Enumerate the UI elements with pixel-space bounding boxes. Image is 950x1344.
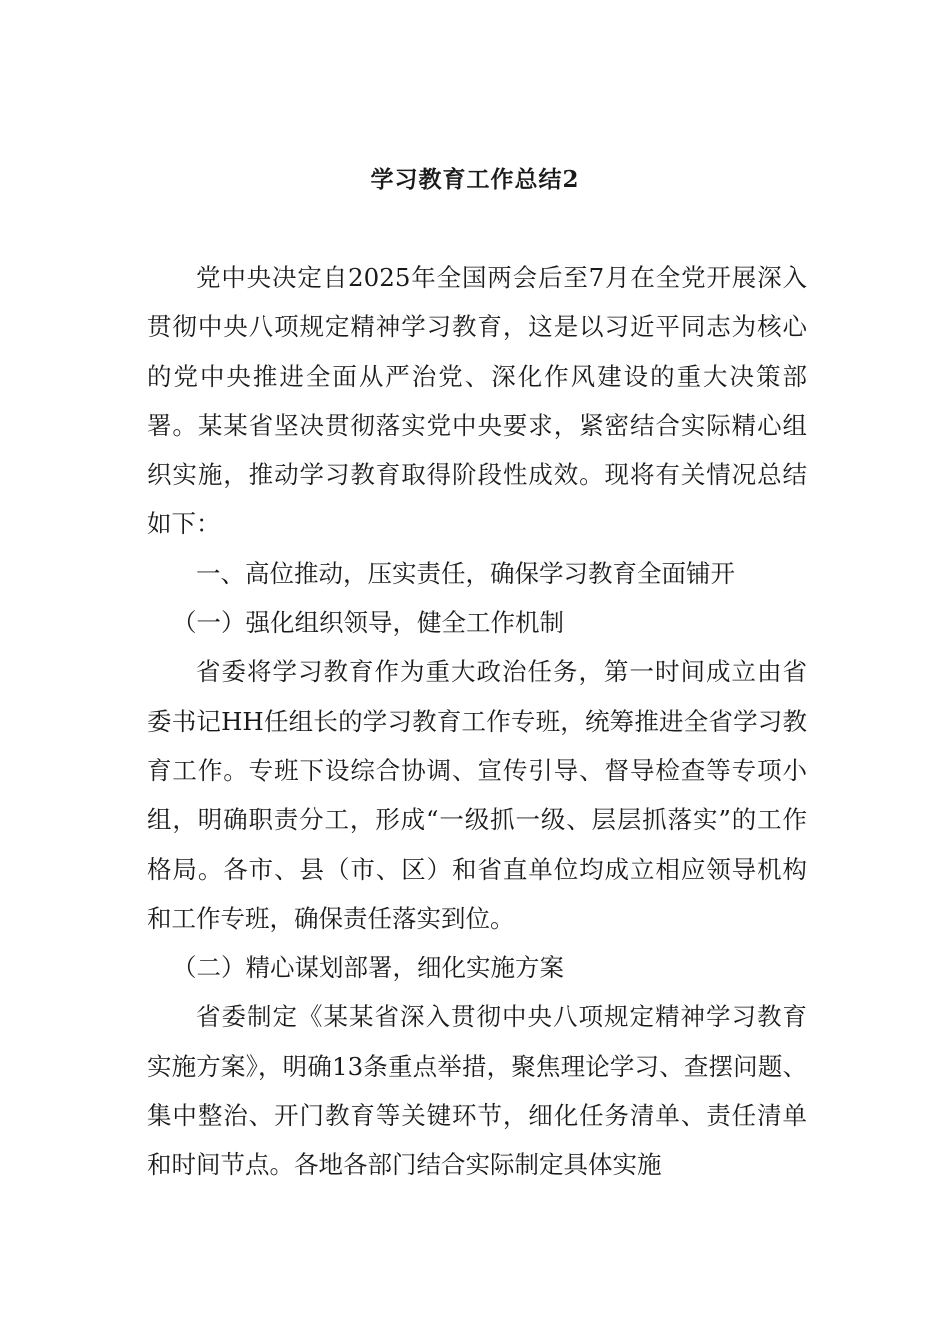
body-paragraph-1: 省委将学习教育作为重大政治任务，第一时间成立由省委书记HH任组长的学习教育工作专班，统筹推进全省学习教育工作。专班下设综合协调、宣传引导、督导检查等专项小组，明确职责分工，形成“一级抓一级、层层抓落实”的工作格局。各市、县（市、区）和省直单位均成立相应领导机构和工作专班，确保责任落实到位。 xyxy=(147,657,807,933)
intro-paragraph: 党中央决定自2025年全国两会后至7月在全党开展深入贯彻中央八项规定精神学习教育，这是以习近平同志为核心的党中央推进全面从严治党、深化作风建设的重大决策部署。某某省坚决贯彻落实党中央要求，紧密结合实际精心组织实施，推动学习教育取得阶段性成效。现将有关情况总结如下： xyxy=(147,263,807,539)
section-heading-1: 一、高位推动，压实责任，确保学习教育全面铺开 xyxy=(196,558,735,588)
document-title: 学习教育工作总结2 xyxy=(370,166,580,193)
document-body xyxy=(147,253,807,1190)
subsection-heading-1: （一）强化组织领导，健全工作机制 xyxy=(172,608,564,638)
body-paragraph-2: 省委制定《某某省深入贯彻中央八项规定精神学习教育实施方案》，明确13条重点举措，聚焦理论学习、查摆问题、集中整治、开门教育等关键环节，细化任务清单、责任清单和时间节点。各地各部门结合实际制定具体实施 xyxy=(147,1002,807,1180)
subsection-heading-2: （二）精心谋划部署，细化实施方案 xyxy=(172,953,564,983)
